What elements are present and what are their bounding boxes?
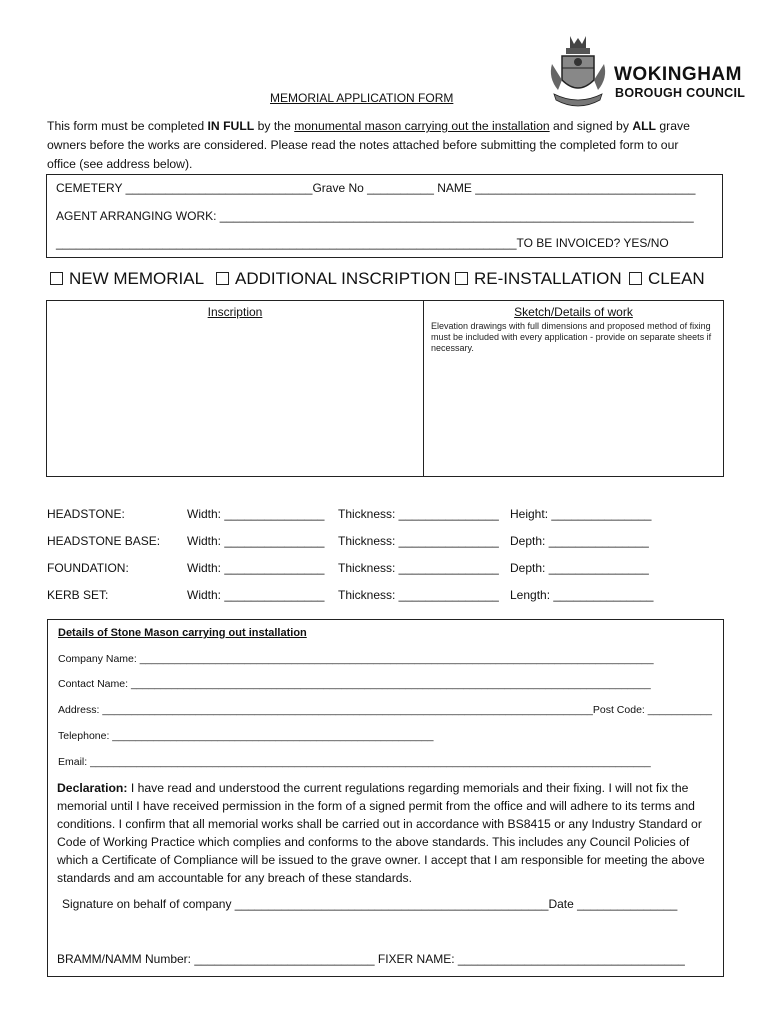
- kerb-width[interactable]: Width: _______________: [187, 588, 325, 602]
- declaration: [57, 779, 717, 887]
- intro-paragraph: [47, 117, 707, 174]
- email-field[interactable]: Email: ________________________________________________________________________________________________: [58, 756, 651, 768]
- council-logo: [548, 34, 748, 114]
- checkbox[interactable]: [629, 272, 642, 285]
- cemetery-field[interactable]: CEMETERY ____________________________Grave No __________ NAME _________________________________: [56, 181, 696, 195]
- table-divider: [423, 301, 424, 476]
- sketch-header: Sketch/Details of work: [514, 305, 633, 319]
- company-name-field[interactable]: Company Name: ________________________________________________________________________________________: [58, 653, 654, 665]
- intro-text-4: grave owners before the works are considered. Please read the notes attached before submitting the completed form to our office (see address below).: [47, 119, 690, 171]
- logo-subtitle: BOROUGH COUNCIL: [615, 86, 746, 100]
- kerb-set-label: KERB SET:: [47, 588, 109, 602]
- checkbox[interactable]: [50, 272, 63, 285]
- agent-field[interactable]: AGENT ARRANGING WORK: _______________________________________________________________________: [56, 209, 694, 223]
- headstone-height[interactable]: Height: _______________: [510, 507, 652, 521]
- foundation-width[interactable]: Width: _______________: [187, 561, 325, 575]
- logo-name: WOKINGHAM: [614, 64, 742, 85]
- checkbox[interactable]: [455, 272, 468, 285]
- headstone-width[interactable]: Width: _______________: [187, 507, 325, 521]
- kerb-thickness[interactable]: Thickness: _______________: [338, 588, 499, 602]
- option-clean[interactable]: [629, 269, 705, 289]
- intro-text-2: by the: [254, 119, 295, 133]
- declaration-text: I have read and understood the current regulations regarding memorials and their fixing. I will not fix the memorial until I have received permission in the form of a signed permit from the office and will adhere to its terms and conditions. I confirm that all memorial works shall be carried out in accordance with BS8415 or any Industry Standard or Code of Working Practice which complies and conforms to the above standards. This includes any Council Policies of which a Certificate of Compliance will be issued to the grave owner. I accept that I am responsible for meeting the above standards and am accountable for any breach of these standards.: [57, 781, 705, 885]
- inscription-header: Inscription: [207, 305, 263, 319]
- checkbox[interactable]: [216, 272, 229, 285]
- option-label: ADDITIONAL INSCRIPTION: [235, 269, 451, 288]
- option-label: NEW MEMORIAL: [69, 269, 205, 288]
- inscription-sketch-table: [46, 300, 724, 477]
- option-label: RE-INSTALLATION: [474, 269, 622, 288]
- option-new-memorial[interactable]: [50, 269, 204, 289]
- intro-text-3: and signed by: [549, 119, 633, 133]
- invoice-field[interactable]: _____________________________________________________________________TO BE INVOICED? YES/NO: [56, 236, 669, 250]
- headstone-base-label: HEADSTONE BASE:: [47, 534, 161, 548]
- option-label: CLEAN: [648, 269, 705, 288]
- option-re-installation[interactable]: [455, 269, 622, 289]
- cemetery-details-box: [46, 174, 723, 258]
- intro-bold-1: IN FULL: [207, 119, 255, 133]
- council-crest-icon: [548, 34, 608, 114]
- foundation-depth[interactable]: Depth: _______________: [510, 561, 649, 575]
- intro-bold-2: ALL: [632, 119, 657, 133]
- declaration-label: Declaration:: [57, 781, 128, 795]
- signature-field[interactable]: Signature on behalf of company _______________________________________________Date _______________: [62, 897, 678, 911]
- option-additional-inscription[interactable]: [216, 269, 451, 289]
- kerb-length[interactable]: Length: _______________: [510, 588, 654, 602]
- telephone-field[interactable]: Telephone: _______________________________________________________: [58, 730, 434, 742]
- bramm-fixer-field[interactable]: BRAMM/NAMM Number: ___________________________ FIXER NAME: __________________________________: [57, 952, 685, 966]
- sketch-note: Elevation drawings with full dimensions and proposed method of fixing must be included with every application - provide on separate sheets if necessary.: [431, 321, 712, 353]
- intro-text-1: This form must be completed: [47, 119, 208, 133]
- page-title: MEMORIAL APPLICATION FORM: [270, 91, 454, 105]
- foundation-thickness[interactable]: Thickness: _______________: [338, 561, 499, 575]
- base-width[interactable]: Width: _______________: [187, 534, 325, 548]
- intro-underline: monumental mason carrying out the installation: [294, 119, 550, 133]
- address-field[interactable]: Address: ____________________________________________________________________________________Post Code: ___________: [58, 704, 712, 716]
- mason-heading: Details of Stone Mason carrying out installation: [58, 627, 307, 639]
- headstone-label: HEADSTONE:: [47, 507, 125, 521]
- headstone-thickness[interactable]: Thickness: _______________: [338, 507, 499, 521]
- inscription-area[interactable]: [49, 321, 421, 474]
- base-depth[interactable]: Depth: _______________: [510, 534, 649, 548]
- foundation-label: FOUNDATION:: [47, 561, 129, 575]
- contact-name-field[interactable]: Contact Name: _________________________________________________________________________________________: [58, 678, 651, 690]
- base-thickness[interactable]: Thickness: _______________: [338, 534, 499, 548]
